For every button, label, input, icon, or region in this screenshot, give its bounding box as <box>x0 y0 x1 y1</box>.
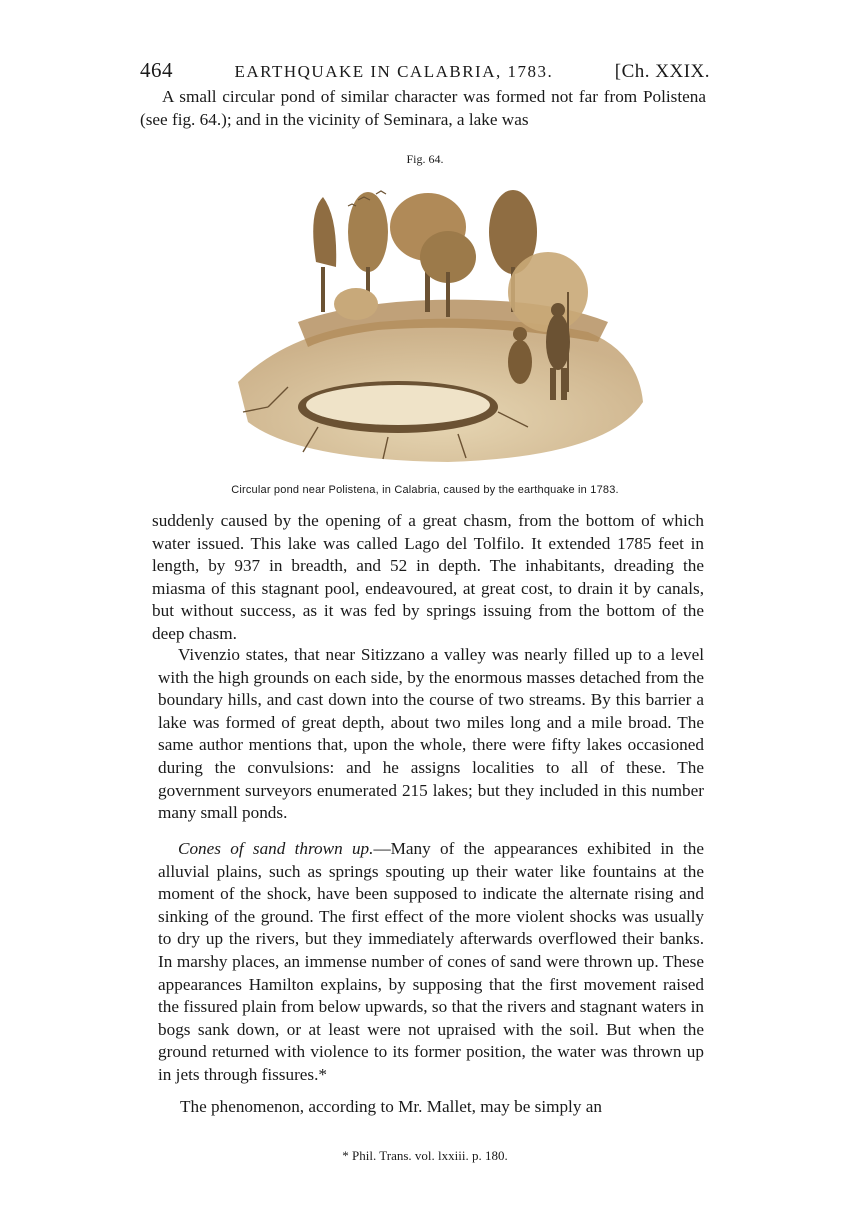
paragraph-intro: A small circular pond of similar character was formed not far from Polistena (see fig. 64.); and in the vicinity of Seminara, a lake was <box>140 87 706 129</box>
paragraph-lago-del-tolfilo: suddenly caused by the opening of a great chasm, from the bottom of which water issued. This lake was called Lago del Tolfilo. It extended 1785 feet in length, by 937 in breadth, and 52 in depth. The inhabitants, dreading the miasma of this stagnant pool, endeavoured, at great cost, to drain it by canals, but without success, as it was fed by springs issuing from the bottom of the deep chasm. <box>152 511 704 643</box>
engraving-circular-pond <box>228 172 648 472</box>
paragraph-mallet: The phenomenon, according to Mr. Mallet, may be simply an <box>180 1097 602 1116</box>
footnote: * Phil. Trans. vol. lxxiii. p. 180. <box>342 1148 508 1163</box>
paragraph-cones-body: —Many of the appearances exhibited in the alluvial plains, such as springs spouting up their water like fountains at the moment of the shock, have been supposed to indicate the alternate rising and sinking of the ground. The first effect of the more violent shocks was usually to dry up the rivers, but they immediately afterwards overflowed their banks. In marshy places, an immense number of cones of sand were thrown up. These appearances Hamilton explains, by supposing that the first movement raised the fissured plain from below upwards, so that the rivers and stagnant waters in bogs sank down, or at least were not upraised with the soil. But when the ground returned with violence to its former position, the water was thrown up in jets through fissures.* <box>158 839 704 1084</box>
running-head <box>140 58 710 83</box>
page-number: 464 <box>140 58 173 82</box>
engraving-illustration <box>228 172 648 472</box>
running-title: EARTHQUAKE IN CALABRIA, 1783. <box>234 62 554 81</box>
paragraph-vivenzio: Vivenzio states, that near Sitizzano a valley was nearly filled up to a level with the high grounds on each side, by the enormous masses detached from the boundary hills, and cast down into the course of two streams. By this barrier a lake was formed of great depth, about two miles long and a mile broad. The same author mentions that, upon the whole, there were fifty lakes occasioned during the convulsions: and he assigns localities to all of these. The government surveyors enumerated 215 lakes; but they included in this number many small ponds. <box>158 645 704 823</box>
chapter-reference: [Ch. XXIX. <box>614 61 710 82</box>
section-heading-italic: Cones of sand thrown up. <box>178 839 374 858</box>
paragraph-cones-of-sand <box>158 838 704 1087</box>
figure-label: Fig. 64. <box>406 152 444 166</box>
figure-caption: Circular pond near Polistena, in Calabria, caused by the earthquake in 1783. <box>231 484 619 496</box>
